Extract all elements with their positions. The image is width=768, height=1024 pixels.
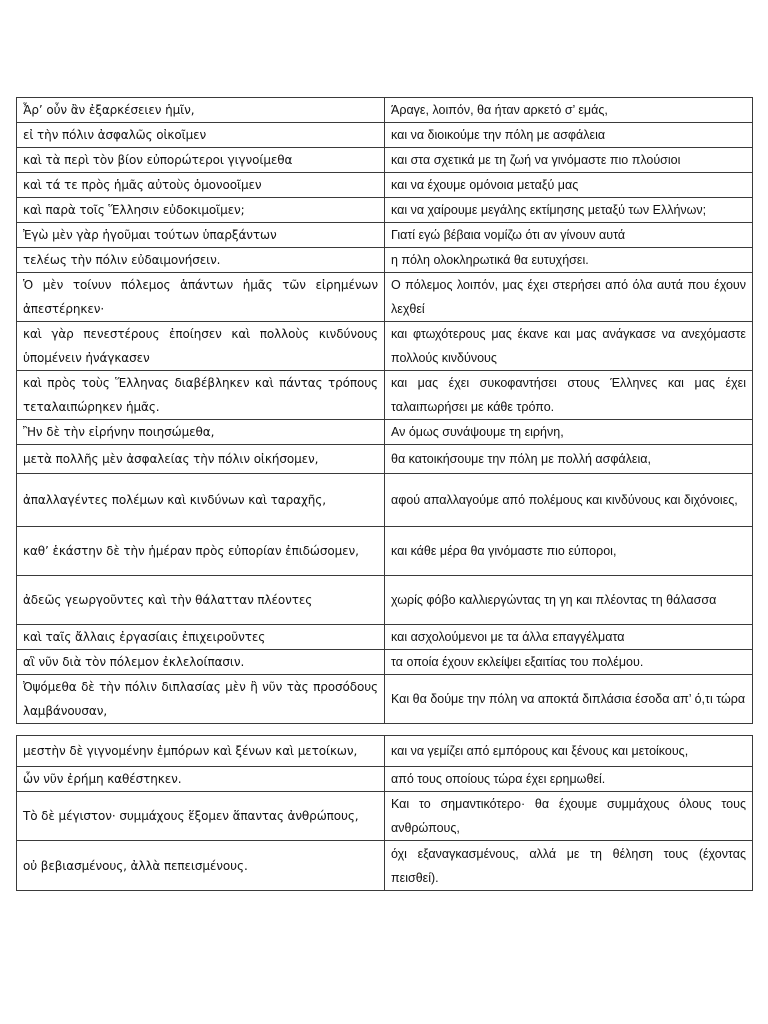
modern-greek-cell: Αν όμως συνάψουμε τη ειρήνη, xyxy=(385,420,753,445)
table-row xyxy=(17,173,753,198)
modern-greek-cell: και στα σχετικά με τη ζωή να γινόμαστε πιο πλούσιοι xyxy=(385,148,753,173)
modern-greek-cell: και μας έχει συκοφαντήσει στους Έλληνες και μας έχει ταλαιπωρήσει με κάθε τρόπο. xyxy=(385,371,753,420)
ancient-greek-cell: Τὸ δὲ μέγιστον· συμμάχους ἕξομεν ἅπαντας ἀνθρώπους, xyxy=(17,792,385,841)
translation-table-1-body xyxy=(17,98,753,724)
ancient-greek-cell: Ὀψόμεθα δὲ τὴν πόλιν διπλασίας μὲν ἢ νῦν τὰς προσόδους λαμβάνουσαν, xyxy=(17,675,385,724)
translation-table-2-body xyxy=(17,736,753,891)
table-row xyxy=(17,767,753,792)
modern-greek-cell: αφού απαλλαγούμε από πολέμους και κινδύνους και διχόνοιες, xyxy=(385,474,753,527)
ancient-greek-cell: καὶ πρὸς τοὺς Ἕλληνας διαβέβληκεν καὶ πάντας τρόπους τεταλαιπώρηκεν ἡμᾶς. xyxy=(17,371,385,420)
table-row xyxy=(17,248,753,273)
table-row xyxy=(17,98,753,123)
modern-greek-cell: τα οποία έχουν εκλείψει εξαιτίας του πολέμου. xyxy=(385,650,753,675)
table-row xyxy=(17,576,753,625)
modern-greek-cell: Άραγε, λοιπόν, θα ήταν αρκετό σ’ εμάς, xyxy=(385,98,753,123)
ancient-greek-cell: Ὁ μὲν τοίνυν πόλεμος ἁπάντων ἡμᾶς τῶν εἰρημένων ἀπεστέρηκεν· xyxy=(17,273,385,322)
modern-greek-cell: και να έχουμε ομόνοια μεταξύ μας xyxy=(385,173,753,198)
table-row xyxy=(17,527,753,576)
modern-greek-cell: και κάθε μέρα θα γινόμαστε πιο εύποροι, xyxy=(385,527,753,576)
table-row xyxy=(17,198,753,223)
modern-greek-cell: και να χαίρουμε μεγάλης εκτίμησης μεταξύ των Ελλήνων; xyxy=(385,198,753,223)
ancient-greek-cell: οὐ βεβιασμένους, ἀλλὰ πεπεισμένους. xyxy=(17,841,385,891)
table-row xyxy=(17,474,753,527)
ancient-greek-cell: καὶ ταῖς ἄλλαις ἐργασίαις ἐπιχειροῦντες xyxy=(17,625,385,650)
ancient-greek-cell: τελέως τὴν πόλιν εὐδαιμονήσειν. xyxy=(17,248,385,273)
table-row xyxy=(17,371,753,420)
modern-greek-cell: Και θα δούμε την πόλη να αποκτά διπλάσια έσοδα απ’ ό,τι τώρα xyxy=(385,675,753,724)
modern-greek-cell: χωρίς φόβο καλλιεργώντας τη γη και πλέοντας τη θάλασσα xyxy=(385,576,753,625)
modern-greek-cell: Γιατί εγώ βέβαια νομίζω ότι αν γίνουν αυτά xyxy=(385,223,753,248)
ancient-greek-cell: καὶ παρὰ τοῖς Ἕλλησιν εὐδοκιμοῖμεν; xyxy=(17,198,385,223)
ancient-greek-cell: καθ’ ἑκάστην δὲ τὴν ἡμέραν πρὸς εὐπορίαν ἐπιδώσομεν, xyxy=(17,527,385,576)
modern-greek-cell: θα κατοικήσουμε την πόλη με πολλή ασφάλεια, xyxy=(385,445,753,474)
ancient-greek-cell: ἀπαλλαγέντες πολέμων καὶ κινδύνων καὶ ταραχῆς, xyxy=(17,474,385,527)
translation-table-2 xyxy=(16,735,753,891)
modern-greek-cell: από τους οποίους τώρα έχει ερημωθεί. xyxy=(385,767,753,792)
ancient-greek-cell: αἳ νῦν διὰ τὸν πόλεμον ἐκλελοίπασιν. xyxy=(17,650,385,675)
table-row xyxy=(17,650,753,675)
table-row xyxy=(17,273,753,322)
modern-greek-cell: η πόλη ολοκληρωτικά θα ευτυχήσει. xyxy=(385,248,753,273)
table-row xyxy=(17,223,753,248)
modern-greek-cell: όχι εξαναγκασμένους, αλλά με τη θέληση τους (έχοντας πεισθεί). xyxy=(385,841,753,891)
table-row xyxy=(17,420,753,445)
modern-greek-cell: και να διοικούμε την πόλη με ασφάλεια xyxy=(385,123,753,148)
modern-greek-cell: και να γεμίζει από εμπόρους και ξένους και μετοίκους, xyxy=(385,736,753,767)
table-row xyxy=(17,123,753,148)
ancient-greek-cell: Ἢν δὲ τὴν εἰρήνην ποιησώμεθα, xyxy=(17,420,385,445)
table-row xyxy=(17,625,753,650)
ancient-greek-cell: καὶ τά τε πρὸς ἡμᾶς αὐτοὺς ὁμονοοῖμεν xyxy=(17,173,385,198)
table-row xyxy=(17,736,753,767)
modern-greek-cell: και φτωχότερους μας έκανε και μας ανάγκασε να ανεχόμαστε πολλούς κινδύνους xyxy=(385,322,753,371)
modern-greek-cell: και ασχολούμενοι με τα άλλα επαγγέλματα xyxy=(385,625,753,650)
ancient-greek-cell: καὶ γὰρ πενεστέρους ἐποίησεν καὶ πολλοὺς κινδύνους ὑπομένειν ἠνάγκασεν xyxy=(17,322,385,371)
ancient-greek-cell: ὧν νῦν ἐρήμη καθέστηκεν. xyxy=(17,767,385,792)
table-row xyxy=(17,445,753,474)
table-row xyxy=(17,792,753,841)
ancient-greek-cell: ἀδεῶς γεωργοῦντες καὶ τὴν θάλατταν πλέοντες xyxy=(17,576,385,625)
translation-table-1 xyxy=(16,97,753,724)
ancient-greek-cell: Ἆρ’ οὖν ἂν ἐξαρκέσειεν ἡμῖν, xyxy=(17,98,385,123)
table-row xyxy=(17,322,753,371)
ancient-greek-cell: Ἐγὼ μὲν γὰρ ἡγοῦμαι τούτων ὑπαρξάντων xyxy=(17,223,385,248)
table-row xyxy=(17,148,753,173)
ancient-greek-cell: μεστὴν δὲ γιγνομένην ἐμπόρων καὶ ξένων καὶ μετοίκων, xyxy=(17,736,385,767)
ancient-greek-cell: εἰ τὴν πόλιν ἀσφαλῶς οἰκοῖμεν xyxy=(17,123,385,148)
modern-greek-cell: Και το σημαντικότερο· θα έχουμε συμμάχους όλους τους ανθρώπους, xyxy=(385,792,753,841)
table-row xyxy=(17,841,753,891)
table-row xyxy=(17,675,753,724)
ancient-greek-cell: μετὰ πολλῆς μὲν ἀσφαλείας τὴν πόλιν οἰκήσομεν, xyxy=(17,445,385,474)
modern-greek-cell: Ο πόλεμος λοιπόν, μας έχει στερήσει από όλα αυτά που έχουν λεχθεί xyxy=(385,273,753,322)
ancient-greek-cell: καὶ τὰ περὶ τὸν βίον εὐπορώτεροι γιγνοίμεθα xyxy=(17,148,385,173)
